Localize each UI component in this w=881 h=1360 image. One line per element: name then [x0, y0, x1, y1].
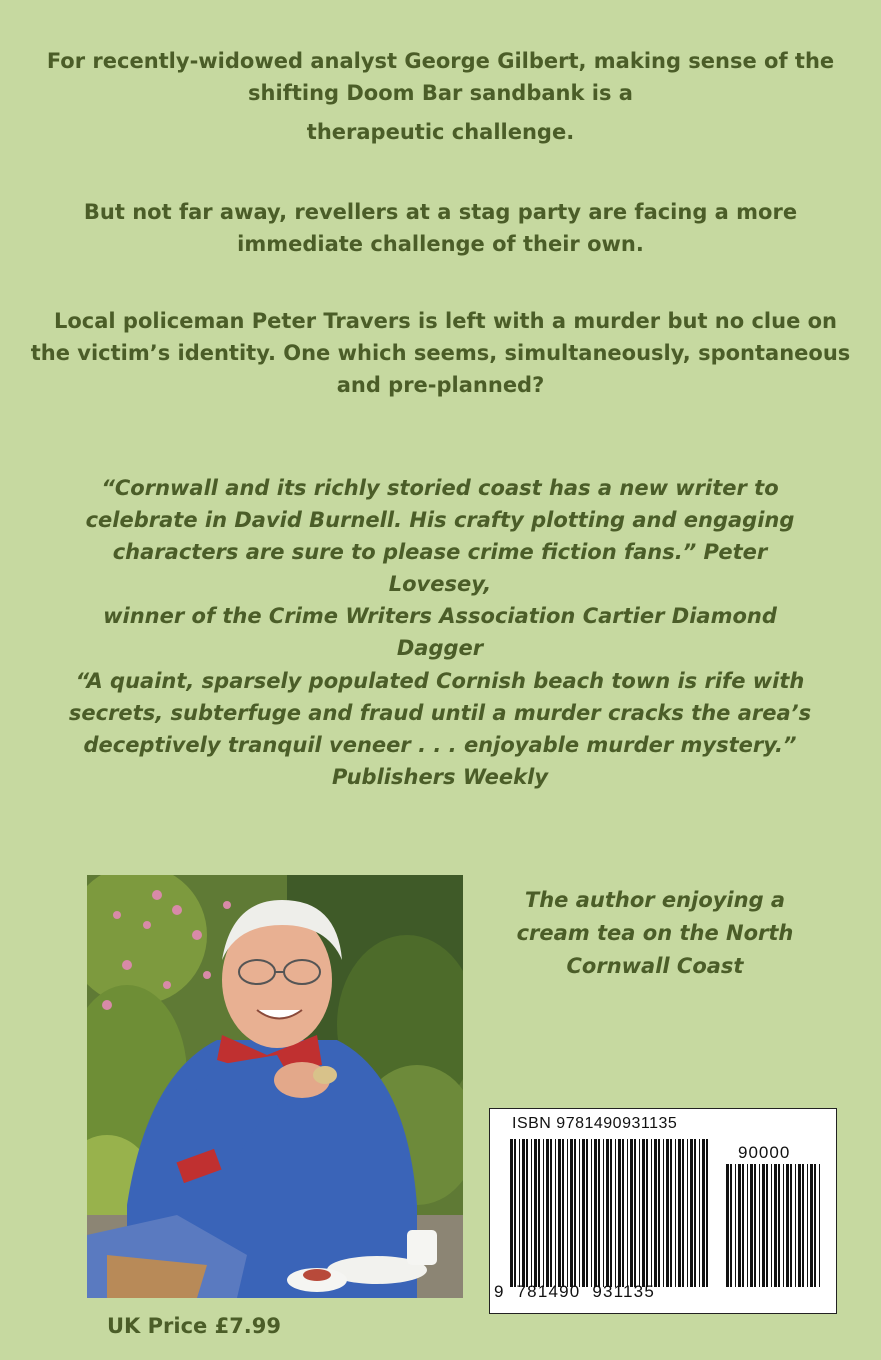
quote-line: Dagger	[396, 636, 484, 660]
barcode-bar	[694, 1139, 696, 1287]
barcode-bar	[675, 1139, 676, 1287]
barcode-bar	[618, 1139, 621, 1287]
review-quote-1	[60, 472, 820, 664]
barcode-bar	[766, 1164, 768, 1287]
barcode-digits-left: 781490	[516, 1282, 581, 1301]
barcode-bar	[646, 1139, 648, 1287]
blurb-paragraph-3	[0, 305, 881, 401]
blurb-line: shifting Doom Bar sandbank is a	[248, 81, 633, 105]
isbn-barcode	[489, 1108, 837, 1314]
barcode-bar	[706, 1139, 708, 1287]
barcode-bar	[786, 1164, 789, 1287]
blurb-line: But not far away, revellers at a stag party are facing a more	[83, 200, 798, 224]
barcode-bar	[606, 1139, 609, 1287]
barcode-bar	[663, 1139, 664, 1287]
barcode-bar	[783, 1164, 784, 1287]
barcode-bar	[574, 1139, 576, 1287]
blurb-line: the victim’s identity. One which seems, simultaneously, spontaneous	[30, 341, 851, 365]
author-photo	[87, 875, 463, 1298]
barcode-bar	[594, 1139, 597, 1287]
barcode-bar	[666, 1139, 669, 1287]
barcode-bar	[546, 1139, 549, 1287]
barcode-bar	[678, 1139, 681, 1287]
review-quote-2	[60, 665, 820, 793]
barcode-bar	[747, 1164, 748, 1287]
barcode-bar	[658, 1139, 660, 1287]
barcode-bar	[754, 1164, 756, 1287]
isbn-label: ISBN 9781490931135	[512, 1115, 678, 1132]
photo-caption	[505, 884, 805, 983]
barcode-digits	[494, 1282, 655, 1302]
barcode-bar	[778, 1164, 780, 1287]
blurb-paragraph-1	[0, 45, 881, 148]
caption-line: The author enjoying a	[524, 888, 786, 912]
barcode-bar	[567, 1139, 568, 1287]
barcode-bar	[630, 1139, 633, 1287]
quote-line: Publishers Weekly	[331, 765, 549, 789]
author-photo-illustration	[87, 875, 463, 1298]
blurb-line: and pre-planned?	[336, 373, 545, 397]
barcode-bar	[774, 1164, 777, 1287]
barcode-bar	[570, 1139, 573, 1287]
barcode-bar	[534, 1139, 537, 1287]
barcode-bar	[582, 1139, 585, 1287]
barcode-bar	[531, 1139, 532, 1287]
barcode-bar	[591, 1139, 592, 1287]
barcode-bar	[603, 1139, 604, 1287]
barcode-bar	[642, 1139, 645, 1287]
barcode-bar	[814, 1164, 816, 1287]
barcode-bar	[543, 1139, 544, 1287]
barcode-bar	[807, 1164, 808, 1287]
barcode-bar	[687, 1139, 688, 1287]
quote-line: characters are sure to please crime fiction fans.” Peter Lovesey,	[112, 540, 768, 596]
barcode-bar	[762, 1164, 765, 1287]
blurb-line: immediate challenge of their own.	[237, 232, 644, 256]
quote-line: deceptively tranquil veneer . . . enjoyable murder mystery.”	[83, 733, 797, 757]
barcode-bar	[651, 1139, 652, 1287]
barcode-bar	[558, 1139, 561, 1287]
barcode-bar	[526, 1139, 528, 1287]
barcode-bar	[771, 1164, 772, 1287]
barcode-bar	[514, 1139, 516, 1287]
barcode-bar	[627, 1139, 628, 1287]
barcode-bar	[699, 1139, 700, 1287]
caption-line: cream tea on the North	[516, 921, 794, 945]
barcode-bar	[555, 1139, 556, 1287]
barcode-bar	[702, 1139, 705, 1287]
barcode-bar	[819, 1164, 820, 1287]
barcode-bar	[538, 1139, 540, 1287]
blurb-line: For recently-widowed analyst George Gilbert, making sense of the	[46, 49, 835, 73]
barcode-bar	[790, 1164, 792, 1287]
barcode-bar	[519, 1139, 520, 1287]
price-label: UK Price £7.99	[107, 1314, 282, 1338]
barcode-bar	[562, 1139, 564, 1287]
barcode-bar	[750, 1164, 753, 1287]
barcode-digit-first: 9	[494, 1282, 505, 1301]
barcode-addon-label: 90000	[738, 1143, 791, 1162]
barcode-bar	[802, 1164, 804, 1287]
barcode-bar	[682, 1139, 684, 1287]
barcode-bar	[810, 1164, 813, 1287]
barcode-bar	[670, 1139, 672, 1287]
blurb-paragraph-2	[0, 196, 881, 260]
barcode-bar	[798, 1164, 801, 1287]
barcode-bar	[795, 1164, 796, 1287]
barcode-bar	[615, 1139, 616, 1287]
barcode-bar	[735, 1164, 736, 1287]
barcode-bar	[586, 1139, 588, 1287]
barcode-bar	[726, 1164, 729, 1287]
barcode-bar	[690, 1139, 693, 1287]
barcode-digits-right: 931135	[592, 1282, 655, 1301]
quote-line: secrets, subterfuge and fraud until a murder cracks the area’s	[68, 701, 812, 725]
barcode-bar	[742, 1164, 744, 1287]
quote-line: “Cornwall and its richly storied coast has a new writer to	[101, 476, 779, 500]
barcode-bar	[639, 1139, 640, 1287]
barcode-bar	[550, 1139, 552, 1287]
caption-line: Cornwall Coast	[566, 954, 744, 978]
barcode-bar	[759, 1164, 760, 1287]
barcode-bar	[654, 1139, 657, 1287]
quote-line: celebrate in David Burnell. His crafty plotting and engaging	[85, 508, 795, 532]
blurb-line: Local policeman Peter Travers is left with a murder but no clue on	[53, 309, 838, 333]
barcode-bar	[522, 1139, 525, 1287]
blurb-line: therapeutic challenge.	[306, 120, 575, 144]
barcode-bar	[579, 1139, 580, 1287]
barcode-bar	[510, 1139, 513, 1287]
barcode-bar	[622, 1139, 624, 1287]
barcode-bar	[634, 1139, 636, 1287]
barcode-bar	[610, 1139, 612, 1287]
quote-line: winner of the Crime Writers Association Cartier Diamond	[103, 604, 777, 628]
barcode-bar	[730, 1164, 732, 1287]
quote-line: “A quaint, sparsely populated Cornish beach town is rife with	[75, 669, 805, 693]
barcode-bar	[738, 1164, 741, 1287]
barcode-bar	[598, 1139, 600, 1287]
